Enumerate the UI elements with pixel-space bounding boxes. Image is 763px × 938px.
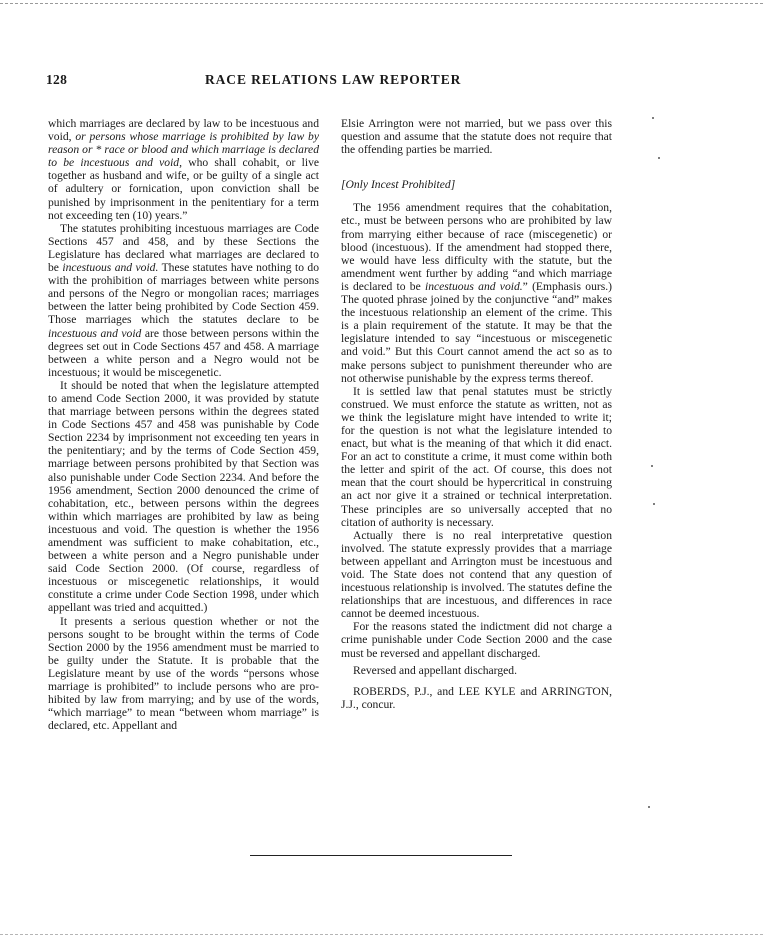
page-header <box>0 72 763 92</box>
paragraph-interpretation: Actually there is no real interpretative question involved. The statute expressly provides that a marriage between appellant and Arrington must be incestuous and void. The State does not contend that any question of incestuous relationship is involved. The statutes define the relationships that are incestuous, and differences in race cannot be deemed incestuous. <box>341 528 612 621</box>
left-column <box>48 117 319 732</box>
paragraph-statute-quote: which marriages are declared by law to be incestuous and void, or persons whose marriage is prohibited by law by reason or * race or blood and which marriage is declared to be incestuous and void, who shall cohabit, or live together as husband and wife, or be guilty of a single act of adultery or fornication, upon conviction shall be punished by imprisonment in the penitentiary for a term not exceeding ten (10) years.” <box>48 117 320 222</box>
paragraph-disposition: Reversed and appellant discharged. <box>353 663 517 677</box>
end-rule <box>250 855 512 856</box>
scan-speck <box>658 157 660 159</box>
paragraph-continuation: Elsie Arrington were not married, but we pass over this question and assume that the statute does not require that the offending parties be married. <box>341 117 612 157</box>
paragraph-serious-question: It presents a serious question whether or not the persons sought to be brought within the terms of Code Section 2000 by the 1956 amendment must be married to be guilty under the Statute. It is probable that the Legislature meant by use of the words “persons whose marriage is prohibited” to include persons who are prohibited by law from marrying; and by use of the words, “which marriage” to mean “between whom marriage” is declared, etc. Appellant and <box>48 614 319 733</box>
paragraph-amendment-history: It should be noted that when the legislature attempted to amend Code Section 2000, it was provided by statute that marriage between persons within the degrees stated in Code Sections 457 and 458 was punishable by Code Section 2234 by imprisonment not exceeding ten years in the penitentiary; and by the terms of Code Section 459, marriage between persons prohibited by that Section was also punishable under Code Section 2234. And before the 1956 amendment, Section 2000 denounced the crime of cohabitation, etc., between persons within the degrees within which marriages are prohibited by law as being incestuous and void. The question is whether the 1956 amendment was sufficient to make cohabitation, etc., between a white person and a Negro punishable under said Code Section 2000. (Of course, regardless of incestuous or miscegenetic relationships, it would constitute a crime under Code Section 1998, under which appellant was tried and acquitted.) <box>48 378 319 615</box>
page-number: 128 <box>46 72 68 87</box>
top-scan-border <box>0 3 763 4</box>
paragraph-1956-amendment: The 1956 amendment requires that the cohabitation, etc., must be between persons who are prohibited by law from marrying either because of race (miscegenetic) or blood (incestuous). If the amendment had stopped there, we would have less difficulty with the statute, but the amendment went further by adding “and which marriage is declared to be incestuous and void.” (Emphasis ours.) The quoted phrase joined by the conjunctive “and” makes the incestuous relationship an element of the crime. This is a plain requirement of the statute. It may be that the legislature intended to say “incestuous or miscegenetic and void.” But this Court cannot amend the act so as to make persons subject to punishment thereunder who are not otherwise punishable by the express terms thereof. <box>341 201 612 385</box>
scan-speck <box>651 465 653 467</box>
paragraph-penal-statutes: It is settled law that penal statutes must be strictly construed. We must enforce the statute as written, not as we think the legislature might have intended to write it; for the question is not what the legislature intended to enact, but what is the meaning of that which it did enact. For an act to constitute a crime, it must come within both the letter and spirit of the act. Of course, this does not mean that the court should be hypercritical in construing an act nor give it a strained or technical interpretation. These principles are so universally accepted that no citation of authority is necessary. <box>341 384 612 529</box>
scan-speck <box>653 503 655 505</box>
section-subheading: [Only Incest Prohibited] <box>341 178 456 192</box>
running-title: RACE RELATIONS LAW REPORTER <box>205 72 462 87</box>
bottom-scan-border <box>0 934 763 935</box>
scan-speck <box>648 806 650 808</box>
paragraph-concurrence: ROBERDS, P.J., and LEE KYLE and ARRINGTON, J.J., concur. <box>341 684 612 711</box>
paragraph-conclusion: For the reasons stated the indictment did not charge a crime punishable under Code Section 2000 and the case must be reversed and appellant discharged. <box>341 620 612 660</box>
right-column <box>341 117 612 711</box>
paragraph-incestuous-statutes: The statutes prohibiting incestuous marriages are Code Sections 457 and 458, and by these Sections the Legislature has declared what marriages are declared to be incestuous and void. These statutes have nothing to do with the prohibition of marriages between white persons and persons of the Negro or mongolian races; marriages between the latter being prohibited by Code Section 459. Those marriages which the statutes declare to be incestuous and void are those between persons within the degrees set out in Code Sections 457 and 458. A marriage between a white person and a Negro would not be incestuous; it would be miscegenetic. <box>48 221 319 379</box>
scan-speck <box>652 117 654 119</box>
